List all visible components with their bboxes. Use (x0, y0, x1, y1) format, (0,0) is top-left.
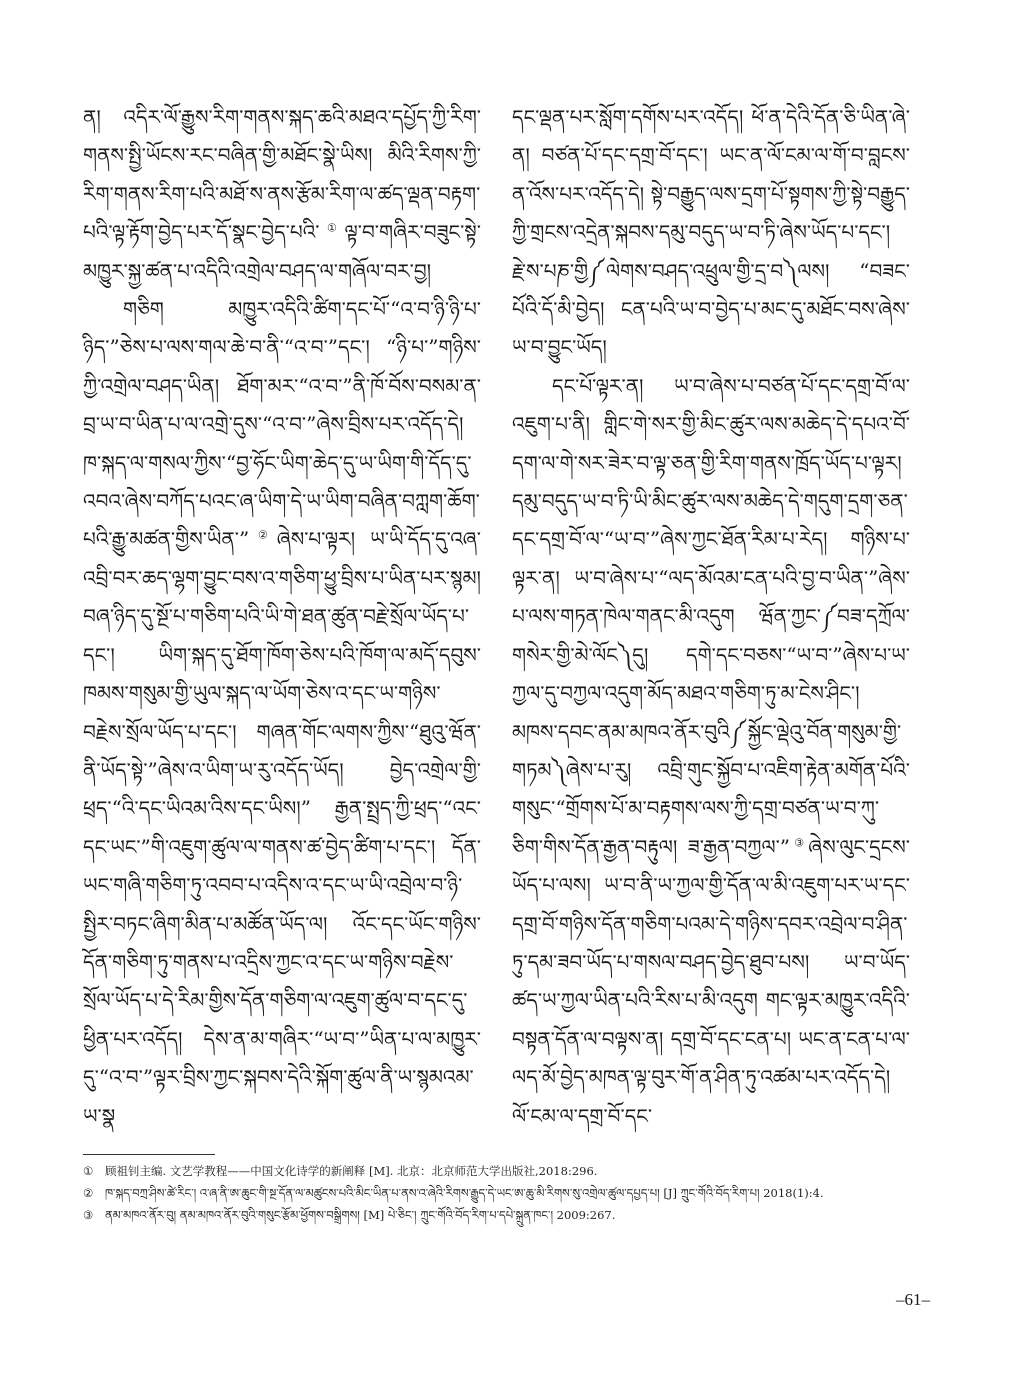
page-number: –61– (896, 1290, 930, 1309)
right-paragraph-2 (512, 367, 910, 1135)
footnote-text: 顾祖钊主编. 文艺学教程——中国文化诗学的新阐释 [M]. 北京：北京师范大学出版社,2018:296. (105, 1164, 598, 1178)
body-text: དང་པོ་ལྟར་ན། ཡ་བ་ཞེས་པ་བཙན་པོ་དང་དགྲ་བོ་ལ་འཇུག་པ་ནི། གླིང་གེ་སར་གྱི་མིང་ཚུར་ལས་མཆེད་དེ་དཔའ་བོ་དག་ལ་གེ་སར་ཟེར་བ་ལྟ་ཅན་གྱི་རིག་གནས་ཁྲོད་ཡོད་པ་ལྟར། དམུ་བདུད་ཡ་བ་ཏི་ཡི་མིང་ཚུར་ལས་མཆེད་དེ་གདུག་དྲག་ཅན་དང་དགྲ་བོ་ལ་“ཡ་བ་”ཞེས་ཀྱང་ཐོན་རིམ་པ་རེད། གཉིས་པ་ལྟར་ན། ཡ་བ་ཞེས་པ་“ལད་མོའམ་ངན་པའི་བྱ་བ་ཡིན་”ཞེས་པ་ལས་གཏན་ཁེལ་གནང་མི་འདུག ཝོན་ཀྱང་༼བཟ་དཀྲོལ་གསེར་གྱི་མེ་ལོང༽དུ། དགེ་དང་བཅས་“ཡ་བ་”ཞེས་པ་ཡ་ཀྱལ་དུ་བཀྱལ་འདུག་མོད་མཐའ་གཅིག་ཏུ་མ་ངེས་ཤིང་། མཁས་དབང་ནམ་མཁའ་ནོར་བུའི༼སྐྱོང་ལྡེའུ་བོན་གསུམ་གྱི་གཏམ༽ཞེས་པ་རུ། འབྲི་གུང་སྐྱོབ་པ་འཇིག་རྟེན་མགོན་པོའི་གསུང་“གྲོགས་པོ་མ་བརྟགས་ལས་ཀྱི་དགྲ་བཙན་ཡ་བ་ཀུ་ཅིག་གིས་དོན་རྒྱན་བརྟུལ། ཟ་རྒྱན་བཀྱལ་” (512, 373, 910, 859)
footnotes (83, 1160, 918, 1226)
footnote-ref-2[interactable]: ② (249, 528, 277, 542)
footnote-ref-3[interactable]: ③ (790, 836, 809, 850)
left-column (83, 98, 481, 1135)
right-paragraph-1 (512, 98, 910, 367)
footnote-ref-1[interactable]: ① (319, 221, 345, 235)
right-column (512, 98, 910, 1135)
body-text: ན། འདིར་ལོ་རྒྱུས་རིག་གནས་སྐད་ཆའི་མཐའ་དཔྱོད་ཀྱི་རིག་གནས་སྤྱི་ཡོངས་རང་བཞིན་གྱི་མཐོང་སྣེ་ཡིས། མིའི་རིགས་ཀྱི་རིག་གནས་རིག་པའི་མཐོ་ས་ནས་རྩོམ་རིག་ལ་ཚད་ལྡན་བརྟག་པའི་ལྟ་རྟོག་བྱེད་པར་དོ་སྣང་བྱེད་པའི་ (83, 105, 481, 245)
body-text: ཞེས་པ་ལྟར། ཡ་ཡི་དོད་དུ་འཞ་འབྲི་བར་ཆད་ལྷག་བྱུང་བས་འ་གཅིག་ཕྱུ་བྲིས་པ་ཡིན་པར་སྙམ། བཞ་ཉིད་དུ་སྔོ་པ་གཅིག་པའི་ཡི་གེ་ཐན་ཚུན་བརྗེ་སྲོལ་ཡོད་པ་དང་། ཡིག་སྐད་དུ་ཐོག་ཁོག་ཅེས་པའི་ཁོག་ལ་མདོ་དབུས་ཁམས་གསུམ་གྱི་ཡུལ་སྐད་ལ་ཡོག་ཅེས་འ་དང་ཡ་གཉིས་བརྗེས་སྲོལ་ཡོད་པ་དང་། གཞན་གོང་ལགས་ཀྱིས་“ཐུའུ་ཝོན་ནི་ཡོད་སྟེ་”ཞེས་འ་ཡིག་ཡ་རུ་འདོད་ཡོད། བྱེད་འགྲེལ་གྱི་ཕྲད་“འི་དང་ཡིའམ་འིས་དང་ཡིས།” རྒྱན་སྤྲད་ཀྱི་ཕྲད་“འང་དང་ཡང་”གི་འཇུག་ཚུལ་ལ་གནས་ཚ་བྱེད་ཚིག་པ་དང་། དོན་ཡང་གཞི་གཅིག་ཏུ་འབབ་པ་འདིས་འ་དང་ཡ་ཡི་འབྲེལ་བ་ཉི་སྤྱིར་བཏང་ཞིག་མིན་པ་མཚོན་ཡོད་ལ། འོང་དང་ཡོང་གཉིས་དོན་གཅིག་ཏུ་གནས་པ་འདྲིས་ཀྱང་འ་དང་ཡ་གཉིས་བརྗེས་སྲོལ་ཡོད་པ་དེ་རིམ་གྱིས་དོན་གཅིག་ལ་འཇུག་ཚུལ་བ་དང་དུ་ཕྱིན་པར་འདོད། དེས་ན་མ་གཞིར་“ཡ་བ་”ཡིན་པ་ལ་མཁྱུར་དུ་“འ་བ་”ལྟར་བྲིས་ཀྱང་སྐབས་དེའི་སྐོག་ཚུལ་ནི་ཡ་སྙམའམ་ཡ་སྣ (83, 527, 481, 1128)
footnote-text: ནམ་མཁའ་ནོར་བུ། ནམ་མཁའ་ནོར་བུའི་གསུང་རྩོམ་ཕྱོགས་བསྒྲིགས། [M] པེ་ཅིང་། ཀྲུང་གོའི་བོད་རིག་པ་དཔེ་སྐྲུན་ཁང་། 2009:267. (105, 1208, 616, 1222)
body-text: ཞེས་ལུང་དྲངས་ཡོད་པ་ལས། ཡ་བ་ནི་ཡ་ཀྱལ་གྱི་དོན་ལ་མི་འཇུག་པར་ཡ་དང་དགྲ་བོ་གཉིས་དོན་གཅིག་པའམ་དེ་གཉིས་དབར་འབྲེལ་བ་ཤིན་ཏུ་དམ་ཟབ་ཡོད་པ་གསལ་བཤད་བྱེད་ཐུབ་པས། ཡ་བ་ཡོད་ཚད་ཡ་ཀྱལ་ཡིན་པའི་རིས་པ་མི་འདུག གང་ལྟར་མཁྱུར་འདིའི་བསྟན་དོན་ལ་བལྟས་ན། དགྲ་བོ་དང་ངན་པ། ཡང་ན་ངན་པ་ལ་ལད་མོ་བྱེད་མཁན་ལྟ་བུར་གོ་ན་ཤིན་ཏུ་འཚམ་པར་འདོད་དེ། ལོ་ངམ་ལ་དགྲ་བོ་དང་ (512, 834, 910, 1128)
left-paragraph-1 (83, 98, 481, 290)
footnote-2 (83, 1182, 918, 1204)
footnote-text: ཁ་སྐད་བཀྲ་ཤིས་ཚེ་རིང་། འ་ཞ་ནི་ཨ་ཆུང་གི་སྔ་དོན་ལ་མཚུངས་པའི་མིང་ཡིན་པ་ནས་འ་ཞེའི་རིགས་རྒྱུད་དེ་ཡང་ཨ་ཆུ་མི་རིགས་སུ་འགྲེལ་ཚུལ་དཔྱད་པ། [J] ཀྲུང་གོའི་བོད་རིག་པ། 2018(1):4. (105, 1186, 824, 1200)
footnote-divider (83, 1154, 215, 1155)
footnote-mark: ① (83, 1164, 94, 1178)
left-paragraph-2 (83, 290, 481, 1135)
footnote-3 (83, 1204, 918, 1226)
footnote-mark: ② (83, 1186, 94, 1200)
footnote-mark: ③ (83, 1208, 94, 1222)
body-text: ལྟ་བ་གཞིར་བཟུང་སྟེ་མཁྱུར་སྐྱ་ཚན་པ་འདིའི་འགྲེལ་བཤད་ལ་གཞོལ་བར་བྱ། (83, 220, 481, 283)
footnote-1 (83, 1160, 918, 1182)
body-text: དང་ལྡན་པར་སློག་དགོས་པར་འདོད། ཕོ་ན་དེའི་དོན་ཅི་ཡིན་ཞེ་ན། བཙན་པོ་དང་དགྲ་བོ་དང་། ཡང་ན་ལོ་ངམ་ལ་གོ་བ་བླངས་ན་འོས་པར་འདོད་དེ། སྟེ་བརྒྱུད་ལས་དྲག་པོ་སྟགས་ཀྱི་སྟེ་བརྒྱུད་ཀྱི་གྲངས་འདྲེན་སྐབས་དམུ་བདུད་ཡ་བ་ཏི་ཞེས་ཡོད་པ་དང་། རྗེ་ས་པཎ་གྱི༼ལེགས་བཤད་འཕྲུལ་གྱི་དྲ་བ༽ལས། “བཟང་པོའི་དོ་མི་བྱེད། ངན་པའི་ཡ་བ་བྱེད་པ་མང་དུ་མཐོང་བས་ཞེས་ཡ་བ་བྱུང་ཡོད། (512, 105, 910, 360)
body-text: གཅིག མཁྱུར་འདིའི་ཚིག་དང་པོ་“འ་བ་ཉི་ཉི་པ་ཉིད་”ཅེས་པ་ལས་གལ་ཆེ་བ་ནི་“འ་བ་”དང་། “ཉི་པ་”གཉིས་ཀྱི་འགྲེལ་བཤད་ཡིན། ཐོག་མར་“འ་བ་”ནི་ཁོ་བོས་བསམ་ན་བྲ་ཡ་བ་ཡིན་པ་ལ་འགྲེ་དུས་“འ་བ་”ཞེས་བྲིས་པར་འདོད་དེ། ཁ་སྐད་ལ་གསལ་ཀྱིས་“བྱ་ཧོང་ཡིག་ཆེད་དུ་ཡ་ཡིག་གི་དོད་དུ་འབའ་ཞེས་བཀོད་པའང་ཞ་ཡིག་དེ་ཡ་ཡིག་བཞིན་བཀླག་ཆོག་པའི་རྒྱུ་མཚན་གྱིས་ཡིན་” (83, 297, 481, 552)
